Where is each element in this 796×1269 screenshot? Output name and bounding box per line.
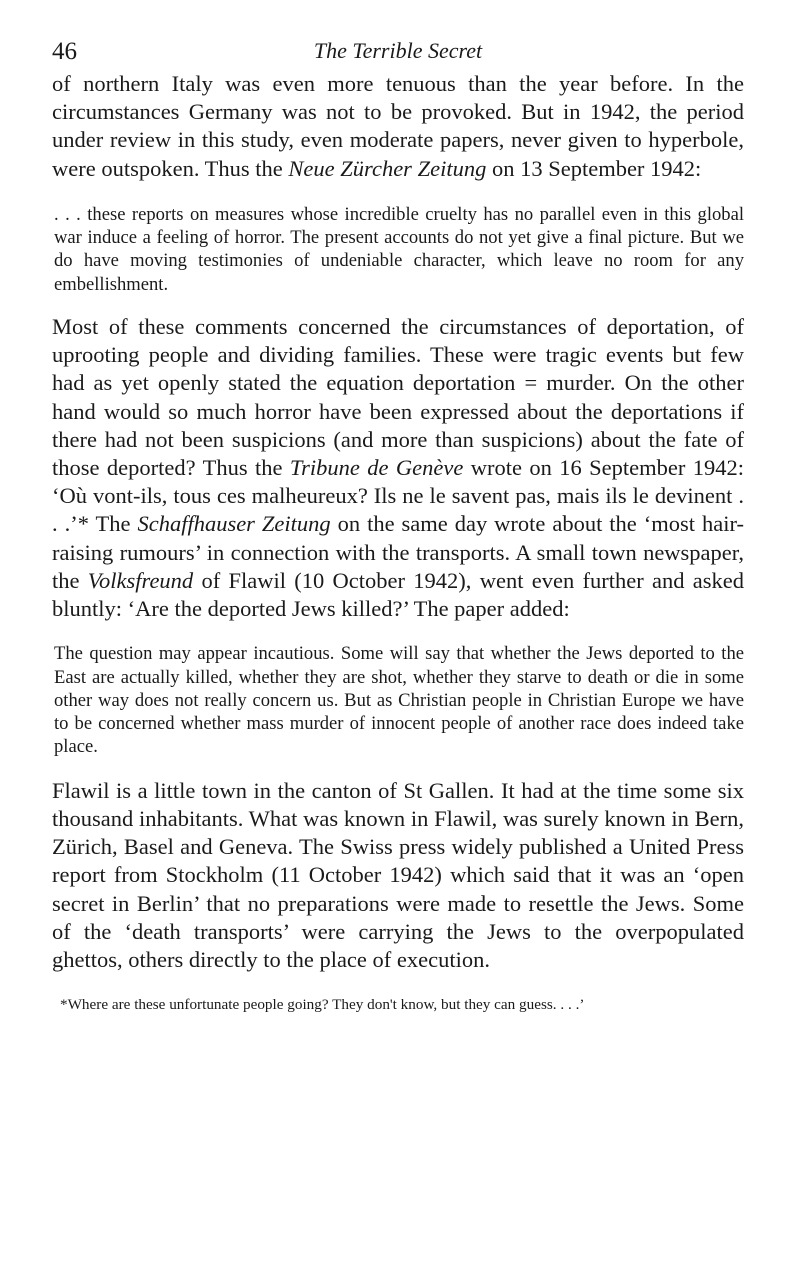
paragraph-1-text-b: on 13 September 1942: xyxy=(486,155,702,181)
paragraph-2-text-d: of Flawil (10 October 1942), went even further and asked bluntly: ‘Are the deported Jews killed?’ The paper added: xyxy=(52,567,744,622)
running-title: The Terrible Secret xyxy=(313,38,483,63)
block-quote-1: . . . these reports on measures whose incredible cruelty has no parallel even in this global war induce a feeling of horror. The present accounts do not yet give a final picture. But we do have moving testimonies of undeniable character, which leave no room for any embellishment. xyxy=(54,203,744,295)
paragraph-3: Flawil is a little town in the canton of St Gallen. It had at the time some six thousand inhabitants. What was known in Flawil, was surely known in Bern, Zürich, Basel and Geneva. The Swiss press widely published a United Press report from Stockholm (11 October 1942) which said that it was an ‘open secret in Berlin’ that no preparations were made to resettle the Jews. Some of the ‘death transports’ were carrying the Jews to the overpopulated ghettos, others directly to the place of execution. xyxy=(52,777,744,972)
paragraph-2-text-b: wrote on 16 September 1942: ‘Où vont-ils, tous ces malheureux? Ils ne le savent pas, mais ils le devinent . . .’* The xyxy=(52,455,745,537)
running-head xyxy=(52,30,744,70)
page-number: 46 xyxy=(52,38,77,65)
paragraph-2-text-a: Most of these comments concerned the circumstances of deportation, of uprooting people and dividing families. These were tragic events but few had as yet openly stated the equation deportation = murder. On the other hand would so much horror have been expressed about the deportations if there had not been suspicions (and more than suspicions) about the fate of those deported? Thus the xyxy=(52,314,744,481)
paragraph-1-text-a: of northern Italy was even more tenuous than the year before. In the circumstances Germany was not to be provoked. But in 1942, the period under review in this study, even moderate papers, never given to hyperbole, were outspoken. Thus the xyxy=(52,71,744,181)
paragraph-2 xyxy=(52,313,744,623)
newspaper-title-nzz: Neue Zürcher Zeitung xyxy=(288,155,487,181)
paragraph-1 xyxy=(52,70,744,183)
block-quote-2: The question may appear incautious. Some will say that whether the Jews deported to the East are actually killed, whether they are shot, whether they starve to death or die in some other way does not really concern us. But as Christian people in Christian Europe we have to be concerned whether mass murder of innocent people of another race does indeed take place. xyxy=(54,643,744,758)
footnote: *Where are these unfortunate people going? They don't know, but they can guess. . . .’ xyxy=(60,996,585,1014)
paragraph-2-text-c: on the same day wrote about the ‘most hair-raising rumours’ in connection with the transports. A small town newspaper, the xyxy=(52,511,744,593)
newspaper-title-tribune: Tribune de Genève xyxy=(289,455,464,481)
newspaper-title-volksfreund: Volksfreund xyxy=(87,567,194,593)
newspaper-title-schaffhauser: Schaffhauser Zeitung xyxy=(137,511,331,537)
